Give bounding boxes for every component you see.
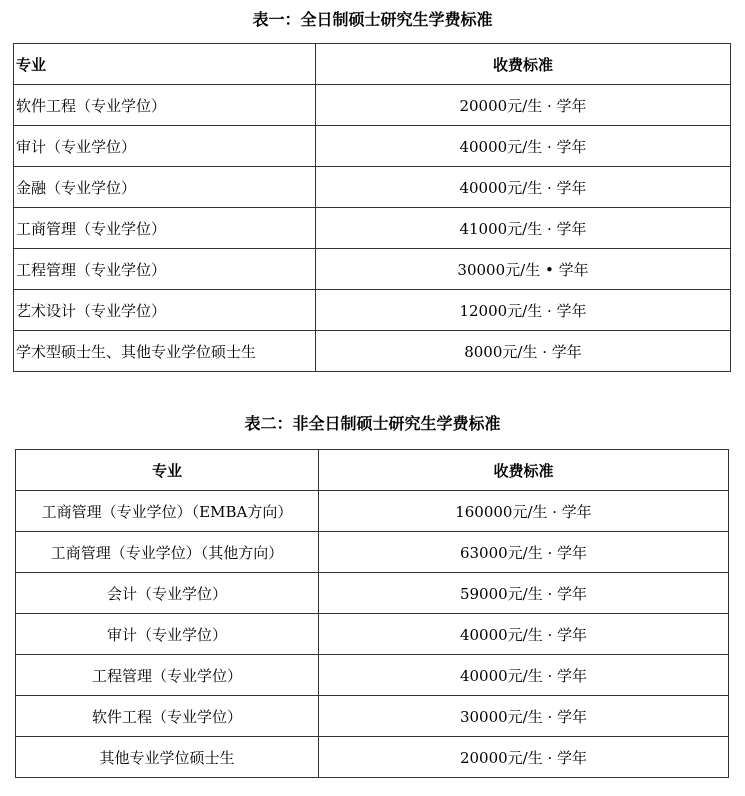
major-cell: 会计（专业学位） — [16, 573, 319, 614]
table-row — [14, 85, 731, 126]
fulltime-fee-table — [13, 43, 731, 372]
header-fee: 收费标准 — [319, 450, 729, 491]
fee-cell: 40000元/生 · 学年 — [316, 126, 731, 167]
fee-cell: 40000元/生 · 学年 — [319, 655, 729, 696]
table-row — [16, 696, 729, 737]
fee-cell: 40000元/生 · 学年 — [316, 167, 731, 208]
table-row — [16, 614, 729, 655]
fee-cell: 8000元/生 · 学年 — [316, 331, 731, 372]
fee-cell: 59000元/生 · 学年 — [319, 573, 729, 614]
fee-cell: 160000元/生 · 学年 — [319, 491, 729, 532]
major-cell: 金融（专业学位） — [14, 167, 316, 208]
parttime-fee-table — [15, 449, 729, 778]
header-major: 专业 — [16, 450, 319, 491]
major-cell: 艺术设计（专业学位） — [14, 290, 316, 331]
table-row — [14, 167, 731, 208]
table-row — [16, 491, 729, 532]
fee-cell: 20000元/生 · 学年 — [316, 85, 731, 126]
fee-cell: 63000元/生 · 学年 — [319, 532, 729, 573]
major-cell: 工商管理（专业学位） — [14, 208, 316, 249]
table-row — [14, 208, 731, 249]
fee-cell: 12000元/生 · 学年 — [316, 290, 731, 331]
table-row — [16, 532, 729, 573]
table-row — [16, 655, 729, 696]
major-cell: 工商管理（专业学位）（其他方向） — [16, 532, 319, 573]
table-row — [14, 331, 731, 372]
table-row — [16, 737, 729, 778]
table1-body — [14, 85, 731, 372]
major-cell: 其他专业学位硕士生 — [16, 737, 319, 778]
header-fee: 收费标准 — [316, 44, 731, 85]
table-header-row — [16, 450, 729, 491]
table-row — [14, 249, 731, 290]
table-header-row — [14, 44, 731, 85]
table1-caption: 表一：全日制硕士研究生学费标准 — [252, 10, 493, 29]
major-cell: 软件工程（专业学位） — [16, 696, 319, 737]
table-row — [16, 573, 729, 614]
table2-caption: 表二：非全日制硕士研究生学费标准 — [244, 414, 501, 433]
major-cell: 工商管理（专业学位）（EMBA方向） — [16, 491, 319, 532]
table2-body — [16, 491, 729, 778]
fee-cell: 30000元/生 · 学年 — [319, 696, 729, 737]
fee-cell: 40000元/生 · 学年 — [319, 614, 729, 655]
header-major: 专业 — [14, 44, 316, 85]
fee-cell: 30000元/生 • 学年 — [316, 249, 731, 290]
table-row — [14, 290, 731, 331]
major-cell: 审计（专业学位） — [14, 126, 316, 167]
major-cell: 学术型硕士生、其他专业学位硕士生 — [14, 331, 316, 372]
table-row — [14, 126, 731, 167]
major-cell: 工程管理（专业学位） — [14, 249, 316, 290]
major-cell: 审计（专业学位） — [16, 614, 319, 655]
major-cell: 工程管理（专业学位） — [16, 655, 319, 696]
fee-cell: 41000元/生 · 学年 — [316, 208, 731, 249]
major-cell: 软件工程（专业学位） — [14, 85, 316, 126]
fee-cell: 20000元/生 · 学年 — [319, 737, 729, 778]
